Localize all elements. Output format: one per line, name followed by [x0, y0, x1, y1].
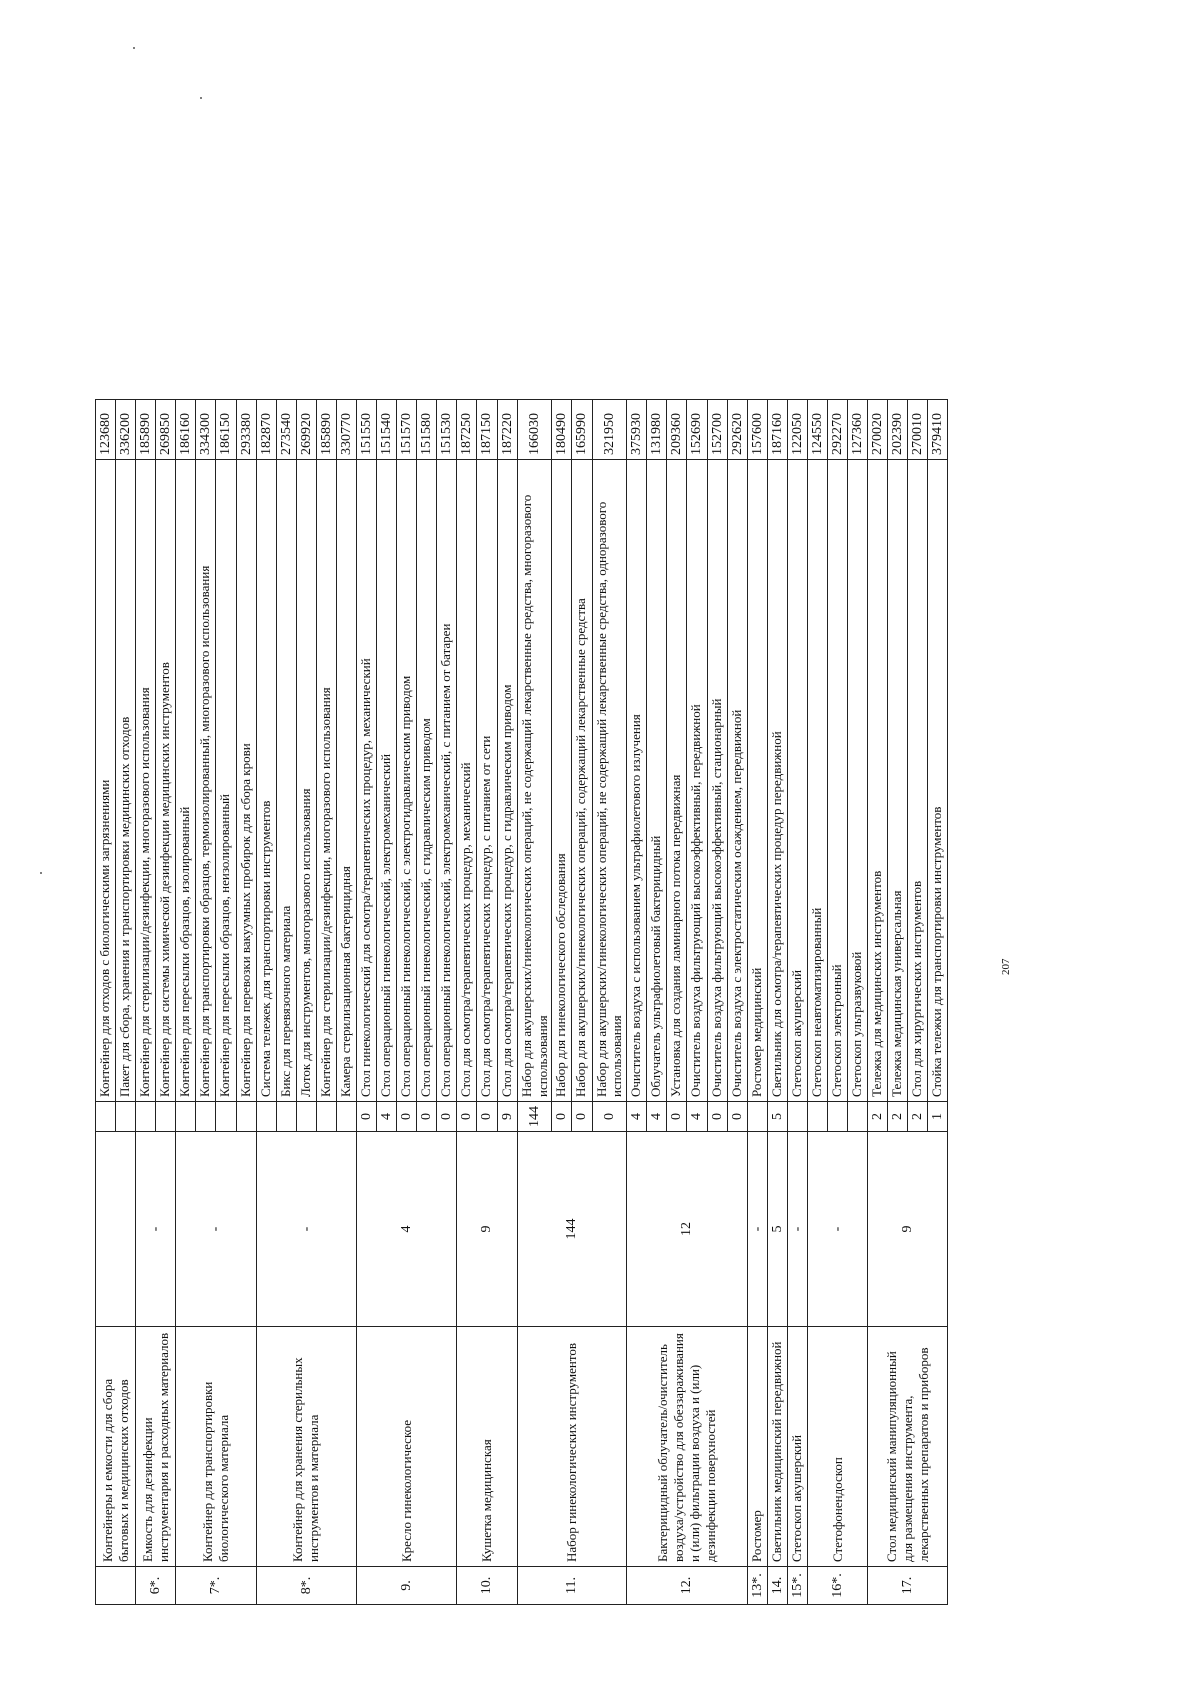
row-number: 12. — [627, 1567, 747, 1605]
item-quantity: 0 — [397, 1102, 417, 1132]
item-quantity — [807, 1102, 827, 1132]
item-code: 270010 — [908, 400, 928, 460]
item-code: 182870 — [256, 400, 276, 460]
item-code: 152690 — [687, 400, 707, 460]
item-quantity: 0 — [457, 1102, 477, 1132]
row-number: 16*. — [807, 1567, 867, 1605]
item-code: 185890 — [316, 400, 336, 460]
equipment-table-body — [96, 400, 948, 1605]
item-quantity — [747, 1102, 767, 1132]
item-description: Стол для осмотра/терапевтических процедур, с питанием от сети — [477, 460, 497, 1102]
item-description: Очиститель воздуха с использованием ультрафиолетового излучения — [627, 460, 647, 1102]
item-description: Контейнер для пересылки образцов, изолированный — [176, 460, 196, 1102]
item-code: 187150 — [477, 400, 497, 460]
row-number: 11. — [517, 1567, 627, 1605]
item-description: Контейнер для транспортировки образцов, термоизолированный, многоразового использования — [196, 460, 216, 1102]
item-code: 330770 — [336, 400, 356, 460]
table-row — [96, 400, 116, 1605]
table-row — [517, 400, 552, 1605]
table-row — [868, 400, 888, 1605]
equipment-group-name: Кушетка медицинская — [457, 1327, 517, 1567]
item-description: Стол операционный гинекологический, с электрогидравлическим приводом — [397, 460, 417, 1102]
item-description: Контейнер для перевозки вакуумных пробирок для сбора крови — [236, 460, 256, 1102]
item-description: Бикс для перевязочного материала — [276, 460, 296, 1102]
item-quantity: 0 — [667, 1102, 687, 1132]
item-quantity — [256, 1102, 276, 1132]
item-quantity: 0 — [417, 1102, 437, 1132]
item-code: 273540 — [276, 400, 296, 460]
page-number: 207 — [1000, 958, 1012, 975]
table-row — [256, 400, 276, 1605]
item-code: 151530 — [437, 400, 457, 460]
equipment-table — [95, 399, 948, 1605]
item-code: 122050 — [787, 400, 807, 460]
item-description: Очиститель воздуха фильтрующий высокоэффективный, стационарный — [707, 460, 727, 1102]
group-quantity: - — [256, 1132, 356, 1327]
scan-speck — [200, 97, 202, 99]
item-code: 375930 — [627, 400, 647, 460]
item-description: Стол для хирургических инструментов — [908, 460, 928, 1102]
item-code: 209360 — [667, 400, 687, 460]
item-code: 202390 — [888, 400, 908, 460]
item-description: Стетоскоп акушерский — [787, 460, 807, 1102]
item-code: 379410 — [928, 400, 948, 460]
item-quantity: 5 — [767, 1102, 787, 1132]
table-row — [807, 400, 827, 1605]
table-row — [767, 400, 787, 1605]
item-code: 269920 — [296, 400, 316, 460]
item-code: 185890 — [136, 400, 156, 460]
item-description: Набор для акушерских/гинекологических операций, содержащий лекарственные средства — [572, 460, 592, 1102]
item-description: Очиститель воздуха с электростатическим осаждением, передвижной — [727, 460, 747, 1102]
item-description: Ростомер медицинский — [747, 460, 767, 1102]
group-quantity — [96, 1132, 136, 1327]
item-code: 269850 — [156, 400, 176, 460]
row-number: 14. — [767, 1567, 787, 1605]
item-code: 187250 — [457, 400, 477, 460]
item-quantity — [216, 1102, 236, 1132]
item-description: Контейнер для стерилизации/дезинфекции, многоразового использования — [136, 460, 156, 1102]
item-code: 293380 — [236, 400, 256, 460]
item-description: Стетоскоп ультразвуковой — [848, 460, 868, 1102]
equipment-group-name: Набор гинекологических инструментов — [517, 1327, 627, 1567]
scan-speck — [40, 872, 42, 874]
item-quantity: 1 — [928, 1102, 948, 1132]
item-code: 186150 — [216, 400, 236, 460]
item-code: 152700 — [707, 400, 727, 460]
item-quantity — [848, 1102, 868, 1132]
row-number: 8*. — [256, 1567, 356, 1605]
group-quantity: - — [787, 1132, 807, 1327]
item-code: 124550 — [807, 400, 827, 460]
item-description: Стол для осмотра/терапевтических процедур, с гидравлическим приводом — [497, 460, 517, 1102]
item-code: 157600 — [747, 400, 767, 460]
equipment-group-name: Стол медицинский манипуляционный для размещения инструмента, лекарственных препаратов и приборов — [868, 1327, 948, 1567]
group-quantity: - — [747, 1132, 767, 1327]
item-code: 180490 — [552, 400, 572, 460]
item-code: 292270 — [828, 400, 848, 460]
item-code: 151570 — [397, 400, 417, 460]
item-quantity — [236, 1102, 256, 1132]
equipment-group-name: Кресло гинекологическое — [357, 1327, 457, 1567]
item-quantity: 0 — [357, 1102, 377, 1132]
item-description: Контейнер для стерилизации/дезинфекции, многоразового использования — [316, 460, 336, 1102]
equipment-group-name: Светильник медицинский передвижной — [767, 1327, 787, 1567]
row-number: 7*. — [176, 1567, 256, 1605]
item-description: Камера стерилизационная бактерицидная — [336, 460, 356, 1102]
item-description: Контейнер для системы химической дезинфекции медицинских инструментов — [156, 460, 176, 1102]
table-row — [787, 400, 807, 1605]
item-quantity: 0 — [707, 1102, 727, 1132]
item-quantity — [316, 1102, 336, 1132]
row-number: 17. — [868, 1567, 948, 1605]
item-quantity: 0 — [552, 1102, 572, 1132]
item-code: 186160 — [176, 400, 196, 460]
row-number: 13*. — [747, 1567, 767, 1605]
item-description: Набор для акушерских/гинекологических операций, не содержащий лекарственные средства, многоразового использования — [517, 460, 552, 1102]
scan-speck — [133, 47, 135, 49]
table-row — [747, 400, 767, 1605]
item-quantity — [787, 1102, 807, 1132]
item-quantity: 4 — [647, 1102, 667, 1132]
item-quantity: 2 — [868, 1102, 888, 1132]
item-quantity: 4 — [627, 1102, 647, 1132]
item-description: Облучатель ультрафиолетовый бактерицидный — [647, 460, 667, 1102]
item-description: Пакет для сбора, хранения и транспортировки медицинских отходов — [116, 460, 136, 1102]
table-row — [136, 400, 156, 1605]
item-quantity: 0 — [592, 1102, 627, 1132]
item-description: Стойка тележки для транспортировки инструментов — [928, 460, 948, 1102]
item-quantity — [96, 1102, 116, 1132]
item-code: 334300 — [196, 400, 216, 460]
item-description: Светильник для осмотра/терапевтических процедур передвижной — [767, 460, 787, 1102]
item-quantity: 0 — [727, 1102, 747, 1132]
group-quantity: - — [136, 1132, 176, 1327]
equipment-group-name: Ростомер — [747, 1327, 767, 1567]
table-row — [176, 400, 196, 1605]
row-number — [96, 1567, 136, 1605]
item-description: Лоток для инструментов, многоразового использования — [296, 460, 316, 1102]
item-description: Система тележек для транспортировки инструментов — [256, 460, 276, 1102]
equipment-group-name: Контейнеры и емкости для сбора бытовых и медицинских отходов — [96, 1327, 136, 1567]
item-code: 292620 — [727, 400, 747, 460]
item-quantity: 4 — [377, 1102, 397, 1132]
item-code: 166030 — [517, 400, 552, 460]
item-description: Набор для гинекологического обследования — [552, 460, 572, 1102]
item-description: Стол операционный гинекологический, электромеханический — [377, 460, 397, 1102]
row-number: 15*. — [787, 1567, 807, 1605]
item-quantity — [276, 1102, 296, 1132]
row-number: 10. — [457, 1567, 517, 1605]
item-quantity: 4 — [687, 1102, 707, 1132]
group-quantity: 144 — [517, 1132, 627, 1327]
item-code: 336200 — [116, 400, 136, 460]
item-description: Очиститель воздуха фильтрующий высокоэффективный, передвижной — [687, 460, 707, 1102]
item-code: 187220 — [497, 400, 517, 460]
equipment-group-name: Стетоскоп акушерский — [787, 1327, 807, 1567]
item-description: Тележка медицинская универсальная — [888, 460, 908, 1102]
item-code: 123680 — [96, 400, 116, 460]
item-quantity — [116, 1102, 136, 1132]
item-quantity — [196, 1102, 216, 1132]
item-code: 127360 — [848, 400, 868, 460]
item-description: Стол для осмотра/терапевтических процедур, механический — [457, 460, 477, 1102]
item-description: Контейнер для отходов с биологическими загрязнениями — [96, 460, 116, 1102]
rotated-table-page — [95, 400, 1095, 1605]
item-code: 151580 — [417, 400, 437, 460]
item-description: Стетоскоп электронный — [828, 460, 848, 1102]
item-code: 131980 — [647, 400, 667, 460]
item-description: Стол операционный гинекологический, электромеханический, с питанием от батареи — [437, 460, 457, 1102]
item-quantity — [828, 1102, 848, 1132]
item-code: 270020 — [868, 400, 888, 460]
equipment-group-name: Контейнер для транспортировки биологического материала — [176, 1327, 256, 1567]
item-quantity — [176, 1102, 196, 1132]
group-quantity: - — [176, 1132, 256, 1327]
item-quantity: 0 — [437, 1102, 457, 1132]
item-description: Стол гинекологический для осмотра/терапевтических процедур, механический — [357, 460, 377, 1102]
item-code: 321950 — [592, 400, 627, 460]
item-quantity: 2 — [908, 1102, 928, 1132]
group-quantity: 12 — [627, 1132, 747, 1327]
equipment-group-name: Бактерицидный облучатель/очиститель воздуха/устройство для обеззараживания и (или) фильтрации воздуха и (или) дезинфекции поверхностей — [627, 1327, 747, 1567]
item-description: Контейнер для пересылки образцов, неизолированный — [216, 460, 236, 1102]
group-quantity: - — [807, 1132, 867, 1327]
item-code: 151550 — [357, 400, 377, 460]
table-row — [357, 400, 377, 1605]
item-quantity — [136, 1102, 156, 1132]
equipment-group-name: Емкость для дезинфекции инструментария и расходных материалов — [136, 1327, 176, 1567]
group-quantity: 9 — [868, 1132, 948, 1327]
item-description: Стетоскоп неавтоматизированный — [807, 460, 827, 1102]
item-quantity: 0 — [477, 1102, 497, 1132]
item-quantity: 0 — [572, 1102, 592, 1132]
item-quantity: 9 — [497, 1102, 517, 1132]
item-code: 151540 — [377, 400, 397, 460]
item-code: 187160 — [767, 400, 787, 460]
row-number: 6*. — [136, 1567, 176, 1605]
item-code: 165990 — [572, 400, 592, 460]
equipment-group-name: Стетофонендоскоп — [807, 1327, 867, 1567]
group-quantity: 4 — [357, 1132, 457, 1327]
row-number: 9. — [357, 1567, 457, 1605]
item-quantity: 2 — [888, 1102, 908, 1132]
item-quantity: 144 — [517, 1102, 552, 1132]
item-quantity — [156, 1102, 176, 1132]
group-quantity: 9 — [457, 1132, 517, 1327]
equipment-group-name: Контейнер для хранения стерильных инструментов и материала — [256, 1327, 356, 1567]
item-description: Набор для акушерских/гинекологических операций, не содержащий лекарственные средства, одноразового использования — [592, 460, 627, 1102]
item-quantity — [296, 1102, 316, 1132]
item-description: Тележка для медицинских инструментов — [868, 460, 888, 1102]
group-quantity: 5 — [767, 1132, 787, 1327]
item-description: Установка для создания ламинарного потока передвижная — [667, 460, 687, 1102]
item-quantity — [336, 1102, 356, 1132]
table-row — [627, 400, 647, 1605]
table-row — [457, 400, 477, 1605]
item-description: Стол операционный гинекологический, с гидравлическим приводом — [417, 460, 437, 1102]
